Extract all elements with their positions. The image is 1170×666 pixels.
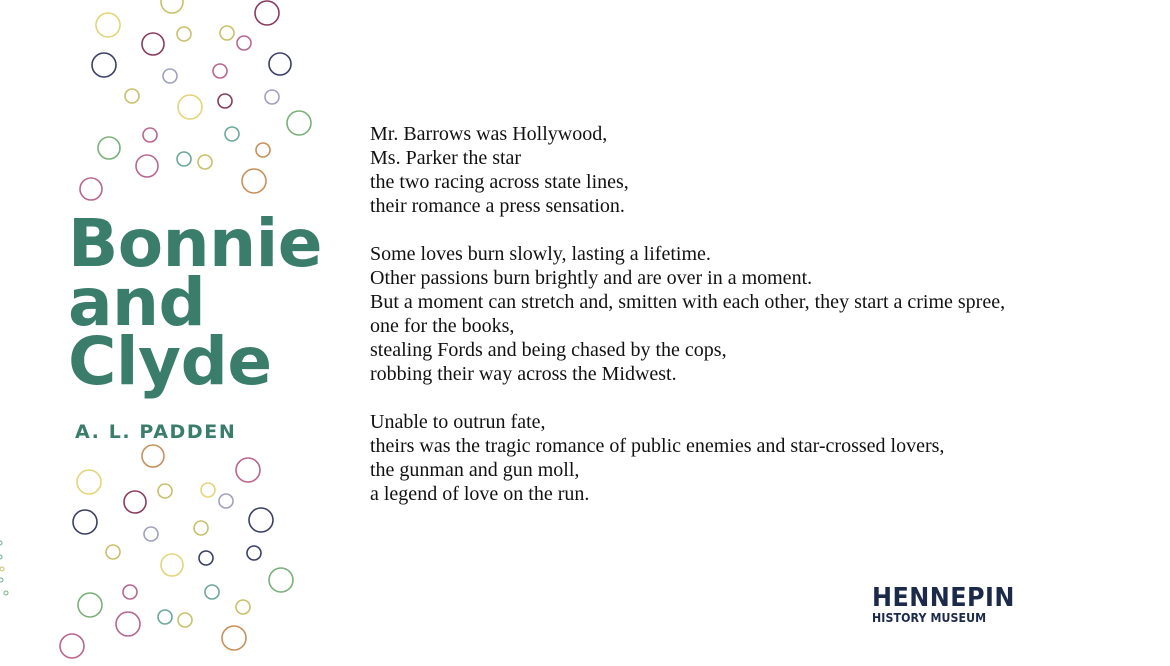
- bubble-circle: [178, 95, 202, 119]
- poem-line: robbing their way across the Midwest.: [370, 363, 677, 385]
- bubble-circle: [96, 13, 120, 37]
- bubble-circle: [178, 613, 192, 627]
- bubble-circle: [144, 527, 158, 541]
- bubble-circle: [98, 137, 120, 159]
- bubble-circle: [80, 178, 102, 200]
- bubble-circle: [60, 634, 84, 658]
- poem-title: [68, 205, 323, 400]
- bubble-circle: [161, 0, 183, 13]
- bubble-circle: [0, 555, 2, 559]
- title-line-3: Clyde: [68, 323, 272, 400]
- bubble-circle: [158, 610, 172, 624]
- bubble-circle: [73, 510, 97, 534]
- poem-stanza: [370, 410, 1005, 506]
- poem-line: stealing Fords and being chased by the cops,: [370, 339, 727, 361]
- author-name: A. L. PADDEN: [75, 421, 237, 443]
- bubble-circle: [242, 169, 266, 193]
- bubble-circle: [161, 554, 183, 576]
- bubble-circle: [177, 27, 191, 41]
- title-line-1: Bonnie: [68, 205, 323, 282]
- bubble-circle: [236, 458, 260, 482]
- poem-body: [370, 122, 1005, 530]
- bubble-circle: [219, 494, 233, 508]
- hennepin-history-museum-logo: [872, 585, 1027, 625]
- poem-line: their romance a press sensation.: [370, 195, 625, 217]
- bubble-circle: [194, 521, 208, 535]
- bubble-circle: [255, 1, 279, 25]
- bubble-circle: [247, 546, 261, 560]
- bubble-circle: [236, 600, 250, 614]
- bubble-circle: [106, 545, 120, 559]
- bubble-circle: [125, 89, 139, 103]
- bubble-circle: [225, 127, 239, 141]
- poem-line: theirs was the tragic romance of public enemies and star-crossed lovers,: [370, 435, 945, 457]
- bubble-circle: [269, 53, 291, 75]
- poem-line: Other passions burn brightly and are over in a moment.: [370, 267, 813, 289]
- title-line-2: and: [68, 264, 206, 341]
- poem-line: a legend of love on the run.: [370, 483, 590, 505]
- bubble-circle: [199, 551, 213, 565]
- poem-stanza: [370, 122, 1005, 218]
- bubble-circle: [0, 578, 3, 582]
- bubble-circle: [77, 470, 101, 494]
- logo-line-2: HISTORY MUSEUM: [872, 610, 987, 625]
- bubble-circle: [136, 155, 158, 177]
- bubble-circle: [218, 94, 232, 108]
- bubble-circle: [256, 143, 270, 157]
- bubble-circle: [142, 33, 164, 55]
- poem-line: one for the books,: [370, 315, 515, 337]
- poem-stanza: [370, 242, 1005, 386]
- bubble-circle: [116, 612, 140, 636]
- bubble-circle: [158, 484, 172, 498]
- bubble-circle: [143, 128, 157, 142]
- title-block: [68, 205, 323, 443]
- poem-line: Some loves burn slowly, lasting a lifetime.: [370, 243, 711, 265]
- bubble-circle: [220, 26, 234, 40]
- bubble-circle: [265, 90, 279, 104]
- bubble-circle: [222, 626, 246, 650]
- poem-line: the gunman and gun moll,: [370, 459, 580, 481]
- bubble-circle: [205, 585, 219, 599]
- bubble-circle: [177, 152, 191, 166]
- bubble-circle: [237, 36, 251, 50]
- bubble-circle: [0, 541, 2, 545]
- bubble-circle: [4, 591, 8, 595]
- bubble-circle: [0, 567, 4, 571]
- bubble-circle: [287, 111, 311, 135]
- bubble-circle: [249, 508, 273, 532]
- poem-line: Mr. Barrows was Hollywood,: [370, 123, 608, 145]
- bubble-circle: [163, 69, 177, 83]
- poem-line: the two racing across state lines,: [370, 171, 629, 193]
- poem-line: But a moment can stretch and, smitten with each other, they start a crime spree,: [370, 291, 1006, 313]
- bubble-circle: [78, 593, 102, 617]
- logo-line-1: HENNEPIN: [872, 583, 1015, 613]
- bubble-circle: [201, 483, 215, 497]
- bubble-circle: [142, 445, 164, 467]
- bubble-circle: [123, 585, 137, 599]
- poem-line: Unable to outrun fate,: [370, 411, 546, 433]
- bubble-circle: [198, 155, 212, 169]
- bubble-circle: [213, 64, 227, 78]
- bubble-circle: [92, 53, 116, 77]
- poem-line: Ms. Parker the star: [370, 147, 522, 169]
- bubble-circle: [269, 568, 293, 592]
- bubble-circle: [124, 491, 146, 513]
